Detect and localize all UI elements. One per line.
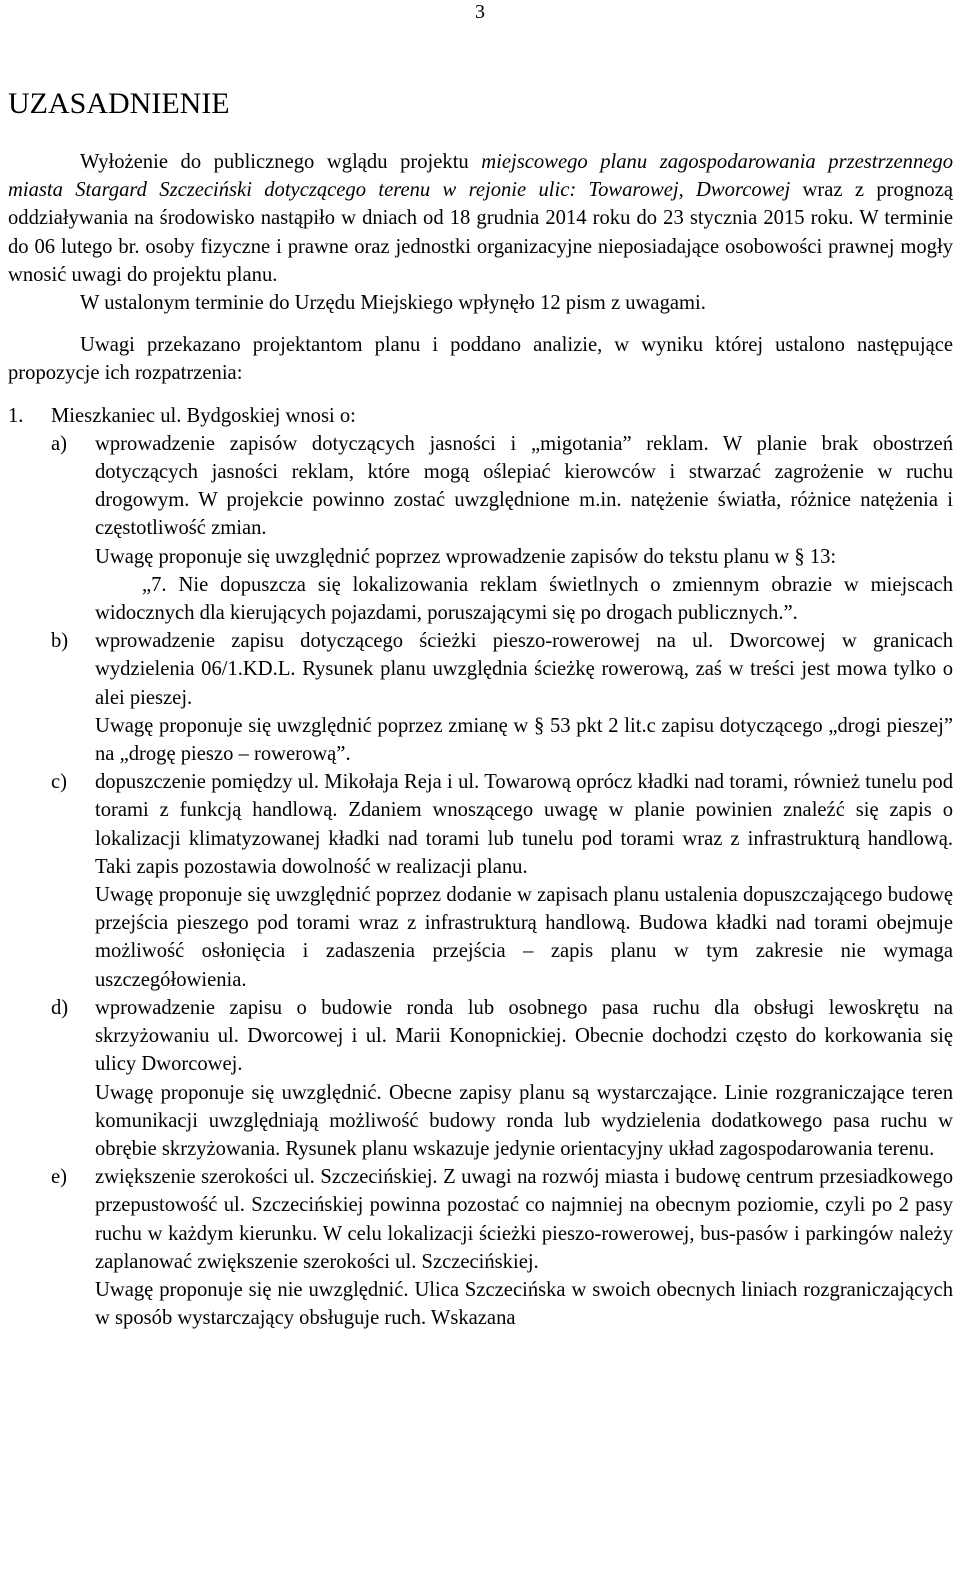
item-c-text: dopuszczenie pomiędzy ul. Mikołaja Reja i ul. Towarową oprócz kładki nad torami, również tunelu pod torami z funkcją handlową. Zdaniem wnoszącego uwagę w planie powinien znaleźć się zapis o lokalizacji klimatyzowanej kładki nad torami lub tunelu pod torami wraz z infrastrukturą handlową. Taki zapis pozostawia dowolność w realizacji planu.: [95, 771, 953, 878]
item-b-text: wprowadzenie zapisu dotyczącego ścieżki pieszo-rowerowej na ul. Dworcowej w granicach wydzielenia 06/1.KD.L. Rysunek planu uwzględnia ścieżkę rowerową, zaś w treści jest mowa tylko o alei pieszej.: [95, 630, 953, 709]
item-a-quote: „7. Nie dopuszcza się lokalizowania reklam świetlnych o zmiennym obrazie w miejscach widocznych dla kierujących pojazdami, poruszającymi się po drogach publicznych.”.: [95, 573, 953, 625]
list-item-e: [8, 1163, 953, 1332]
item-d-response: Uwagę proponuje się uwzględnić. Obecne zapisy planu są wystarczające. Linie rozgraniczające teren komunikacji uwzględniają możliwość budowy ronda lub wydzielenia dodatkowego pasa ruchu w obrębie skrzyżowania. Rysunek planu wskazuje jedynie orientacyjny układ zagospodarowania terenu.: [95, 1081, 953, 1160]
intro-text-end: wraz z prognozą oddziaływania na środowisko nastąpiło w dniach od 18 grudnia 2014 roku do 23 stycznia 2015 roku. W terminie do 06 lutego br. osoby fizyczne i prawne oraz jednostki organizacyjne nieposiadające osobowości prawnej mogły wnosić uwagi do projektu planu.: [8, 179, 953, 286]
item-b-response: Uwagę proponuje się uwzględnić poprzez zmianę w § 53 pkt 2 lit.c zapisu dotyczącego „drogi pieszej” na „drogę pieszo – rowerową”.: [95, 714, 953, 766]
item-e-response: Uwagę proponuje się nie uwzględnić. Ulica Szczecińska w swoich obecnych liniach rozgraniczających w sposób wystarczający obsługuje ruch. Wskazana: [95, 1278, 953, 1330]
list-item-a: [8, 430, 953, 627]
item-e-label: e): [51, 1166, 67, 1189]
item-c-label: c): [51, 771, 67, 794]
page-title: UZASADNIENIE: [8, 87, 230, 120]
item-a-label: a): [51, 432, 67, 455]
item-a-response: Uwagę proponuje się uwzględnić poprzez wprowadzenie zapisów do tekstu planu w § 13:: [95, 545, 837, 568]
intro-text-start: Wyłożenie do publicznego wglądu projektu: [80, 151, 482, 173]
section-1-header: [8, 402, 953, 430]
list-item-d: [8, 994, 953, 1163]
intro-paragraph: [8, 148, 953, 289]
page-number: 3: [475, 1, 485, 23]
list-item-c: [8, 768, 953, 994]
document-body: [8, 148, 953, 1332]
item-a-text: wprowadzenie zapisów dotyczących jasności i „migotania” reklam. W planie brak obostrzeń dotyczących jasności reklam, które mogą oślepiać kierowców i stwarzać zagrożenie w ruchu drogowym. W projekcie powinno zostać uwzględnione m.in. natężenie światła, różnice natężenia i częstotliwość zmian.: [95, 432, 953, 540]
item-d-text: wprowadzenie zapisu o budowie ronda lub osobnego pasa ruchu dla obsługi lewoskrętu na skrzyżowaniu ul. Dworcowej i ul. Marii Konopnickiej. Obecnie dochodzi często do korkowania się ulicy Dworcowej.: [95, 996, 953, 1076]
list-item-b: [8, 627, 953, 768]
item-d-label: d): [51, 996, 69, 1019]
item-e-text: zwiększenie szerokości ul. Szczecińskiej. Z uwagi na rozwój miasta i budowę centrum przesiadkowego przepustowość ul. Szczecińskiej powinna pozostać co najmniej na obecnym poziomie, czyli po 2 pasy ruchu w każdym kierunku. W celu lokalizacji ścieżki pieszo-rowerowej, bus-pasów i parkingów należy zaplanować zwiększenie szerokości ul. Szczecińskiej.: [95, 1166, 953, 1273]
item-c-response: Uwagę proponuje się uwzględnić poprzez dodanie w zapisach planu ustalenia dopuszczającego budowę przejścia pieszego pod torami wraz z infrastrukturą handlową. Budowa kładki nad torami obejmuje możliwość osłonięcia i zadaszenia przejścia – zapis planu w tym zakresie nie wymaga uszczegółowienia.: [95, 884, 953, 991]
item-b-label: b): [51, 630, 69, 653]
plan-title-italic: miejscowego planu zagospodarowania przestrzennego miasta Stargard Szczeciński dotyczącego terenu w rejonie ulic: Towarowej, Dworcowej: [8, 151, 953, 202]
submissions-count-paragraph: W ustalonym terminie do Urzędu Miejskiego wpłynęło 12 pism z uwagami.: [80, 292, 706, 315]
analysis-paragraph: Uwagi przekazano projektantom planu i poddano analizie, w wyniku której ustalono następujące propozycje ich rozpatrzenia:: [8, 334, 953, 385]
section-1-number: 1.: [8, 404, 24, 427]
section-1-title: Mieszkaniec ul. Bydgoskiej wnosi o:: [51, 404, 356, 427]
